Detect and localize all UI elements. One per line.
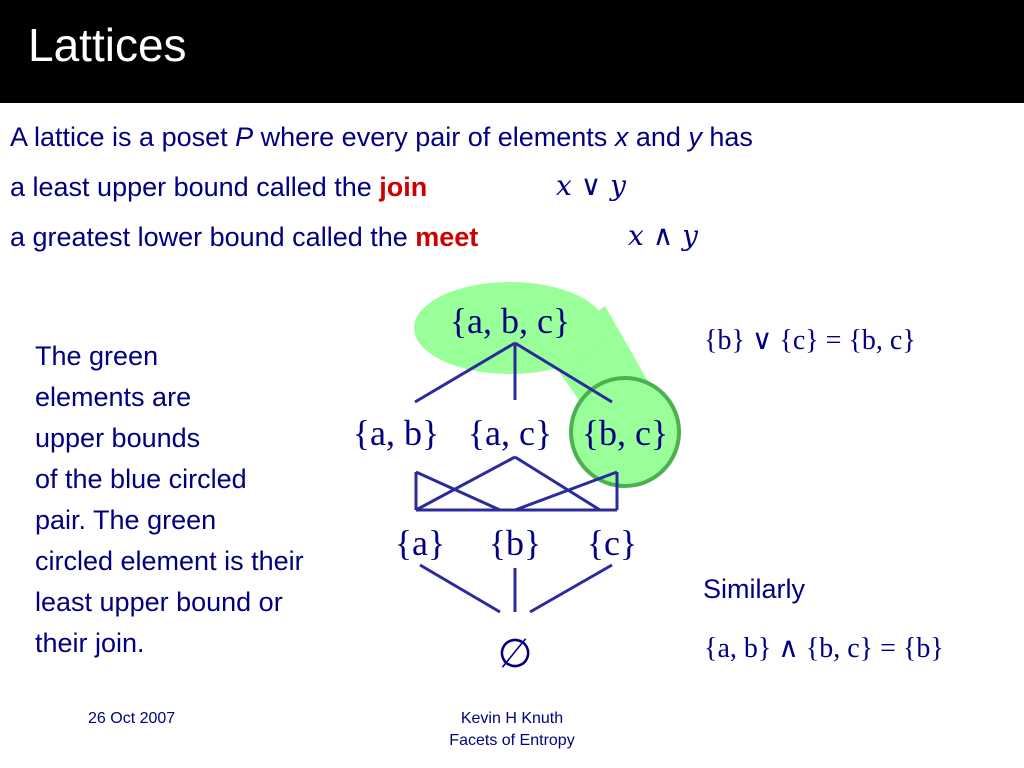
intro-text: and	[628, 122, 689, 152]
join-expression: x ∨ y	[556, 169, 626, 202]
poset-symbol: P	[235, 122, 254, 152]
green-elements-explanation: The green elements are upper bounds of the blue circled pair. The green circled element is their least upper bound or their join.	[35, 341, 304, 658]
footer-author: Kevin H Knuth	[460, 710, 564, 727]
node-abc: {a, b, c}	[449, 301, 571, 341]
node-empty-set: ∅	[497, 631, 533, 676]
similarly-label: Similarly	[703, 574, 806, 604]
slide-title: Lattices	[28, 19, 187, 71]
meet-example: {a, b} ∧ {b, c} = {b}	[704, 633, 944, 664]
x-symbol: x	[614, 122, 629, 152]
intro-text: a least upper bound called the	[10, 172, 380, 202]
meet-expression: x ∧ y	[628, 219, 698, 252]
join-term: join	[379, 172, 428, 202]
footer-date: 26 Oct 2007	[88, 710, 176, 727]
node-ac: {a, c}	[467, 413, 553, 453]
node-bc: {b, c}	[581, 413, 669, 453]
intro-text: has	[701, 122, 753, 152]
node-b: {b}	[488, 523, 542, 563]
intro-text: a greatest lower bound called the	[10, 222, 416, 252]
node-ab: {a, b}	[352, 413, 440, 453]
node-c: {c}	[586, 523, 638, 563]
join-example: {b} ∨ {c} = {b, c}	[704, 325, 916, 356]
intro-text: A lattice is a poset	[10, 122, 236, 152]
meet-term: meet	[415, 222, 479, 252]
intro-text: where every pair of elements	[253, 122, 615, 152]
footer-talk: Facets of Entropy	[449, 732, 575, 749]
y-symbol: y	[688, 122, 702, 152]
node-a: {a}	[394, 523, 446, 563]
